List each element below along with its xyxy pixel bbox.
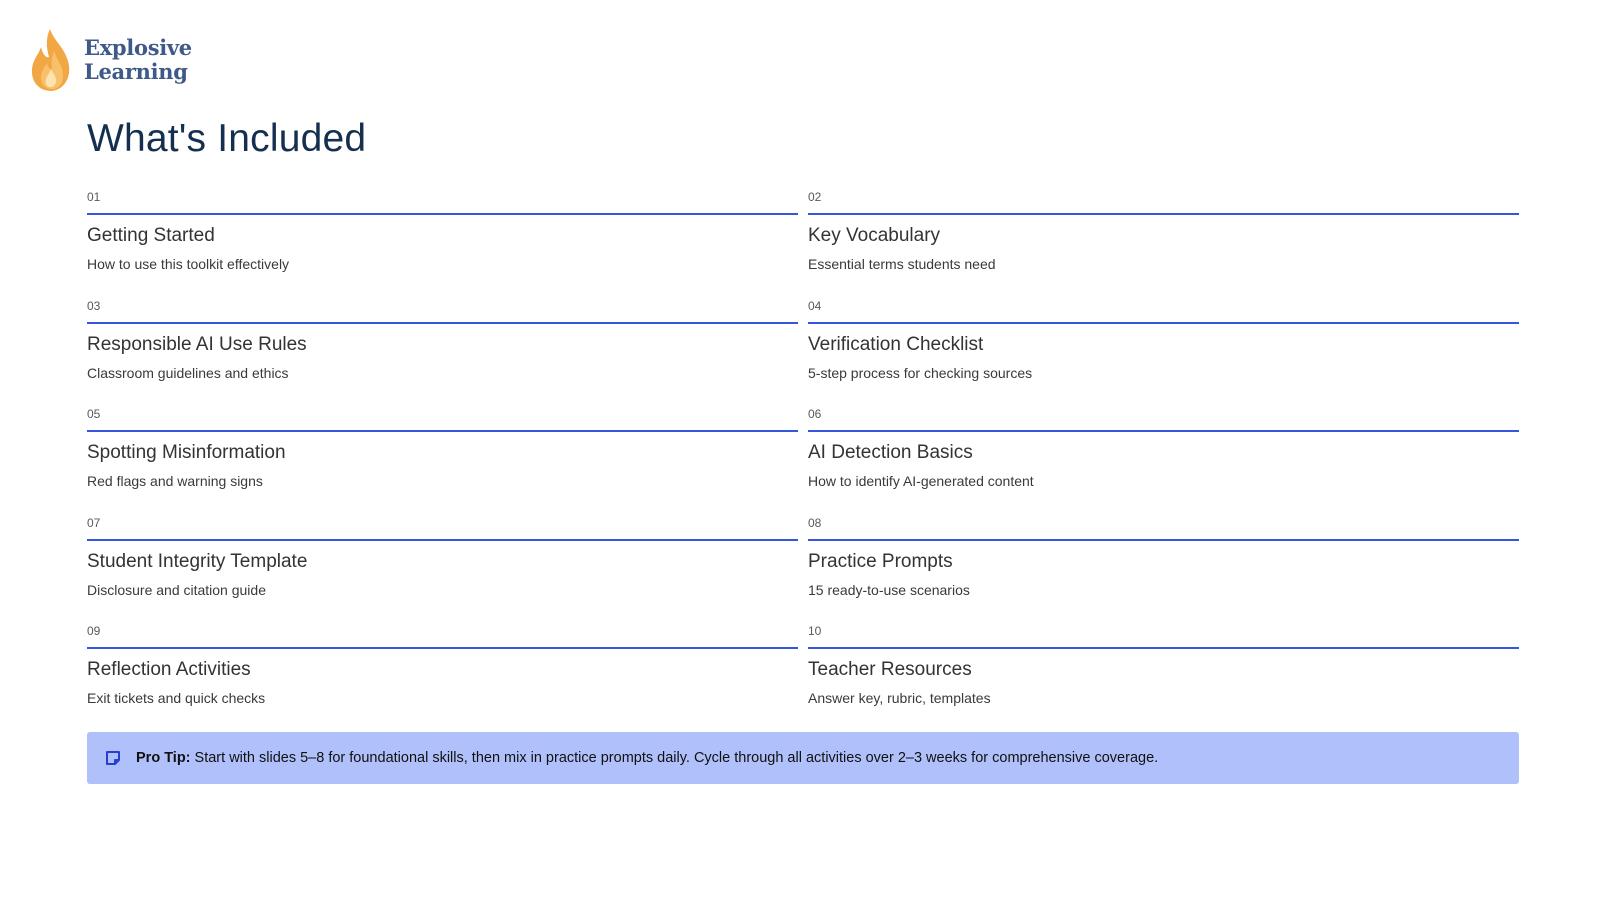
item-title: Student Integrity Template bbox=[87, 550, 308, 572]
content-item-08 bbox=[808, 512, 1519, 621]
item-description: Exit tickets and quick checks bbox=[87, 690, 266, 706]
content-item-03 bbox=[87, 295, 798, 404]
brand-name-line2: Learning bbox=[84, 59, 188, 84]
item-title: AI Detection Basics bbox=[808, 442, 973, 463]
item-divider bbox=[808, 213, 1519, 215]
item-number: 06 bbox=[808, 407, 822, 421]
pro-tip-callout bbox=[87, 732, 1519, 784]
item-title: Getting Started bbox=[87, 225, 215, 246]
page-title: What's Included bbox=[87, 117, 367, 160]
item-description: 15 ready-to-use scenarios bbox=[808, 581, 970, 598]
item-title: Key Vocabulary bbox=[808, 225, 941, 246]
item-description: Disclosure and citation guide bbox=[87, 581, 266, 598]
content-item-01 bbox=[87, 186, 798, 295]
pro-tip-label: Pro Tip: bbox=[136, 750, 191, 766]
pro-tip-body: Start with slides 5–8 for foundational skills, then mix in practice prompts daily. Cycle through all activities over 2–3 weeks for comprehensive coverage. bbox=[190, 750, 1159, 766]
content-item-10 bbox=[808, 620, 1519, 729]
brand-logo bbox=[30, 27, 192, 93]
content-item-07 bbox=[87, 512, 798, 621]
item-divider bbox=[87, 430, 798, 432]
item-divider bbox=[87, 539, 798, 541]
item-number: 02 bbox=[808, 190, 822, 204]
item-description: 5-step process for checking sources bbox=[808, 364, 1033, 381]
flame-icon bbox=[30, 27, 74, 93]
item-title: Spotting Misinformation bbox=[87, 442, 286, 463]
brand-name bbox=[84, 36, 192, 84]
content-item-02 bbox=[808, 186, 1519, 295]
contents-grid bbox=[87, 186, 1519, 729]
item-title: Teacher Resources bbox=[808, 659, 972, 680]
item-description: How to use this toolkit effectively bbox=[87, 256, 290, 272]
item-title: Practice Prompts bbox=[808, 550, 953, 572]
item-divider bbox=[87, 322, 798, 324]
content-item-05 bbox=[87, 403, 798, 512]
item-title: Reflection Activities bbox=[87, 659, 251, 680]
item-divider bbox=[808, 322, 1519, 324]
item-description: Red flags and warning signs bbox=[87, 473, 263, 489]
item-number: 05 bbox=[87, 407, 101, 421]
item-number: 07 bbox=[87, 515, 101, 530]
content-item-09 bbox=[87, 620, 798, 729]
content-item-04 bbox=[808, 295, 1519, 404]
item-title: Responsible AI Use Rules bbox=[87, 333, 307, 355]
item-number: 01 bbox=[87, 190, 101, 204]
item-divider bbox=[87, 213, 798, 215]
content-item-06 bbox=[808, 403, 1519, 512]
item-number: 09 bbox=[87, 624, 101, 638]
item-description: How to identify AI-generated content bbox=[808, 473, 1034, 489]
item-description: Classroom guidelines and ethics bbox=[87, 364, 289, 381]
item-divider bbox=[808, 430, 1519, 432]
item-description: Essential terms students need bbox=[808, 256, 996, 272]
item-divider bbox=[808, 647, 1519, 649]
item-number: 03 bbox=[87, 298, 101, 313]
item-title: Verification Checklist bbox=[808, 333, 984, 355]
item-divider bbox=[87, 647, 798, 649]
item-divider bbox=[808, 539, 1519, 541]
sticky-note-icon bbox=[105, 750, 121, 766]
brand-name-line1: Explosive bbox=[84, 35, 192, 60]
item-number: 04 bbox=[808, 298, 822, 313]
pro-tip-text bbox=[136, 750, 1158, 766]
item-description: Answer key, rubric, templates bbox=[808, 690, 991, 706]
item-number: 10 bbox=[808, 624, 822, 638]
item-number: 08 bbox=[808, 515, 822, 530]
